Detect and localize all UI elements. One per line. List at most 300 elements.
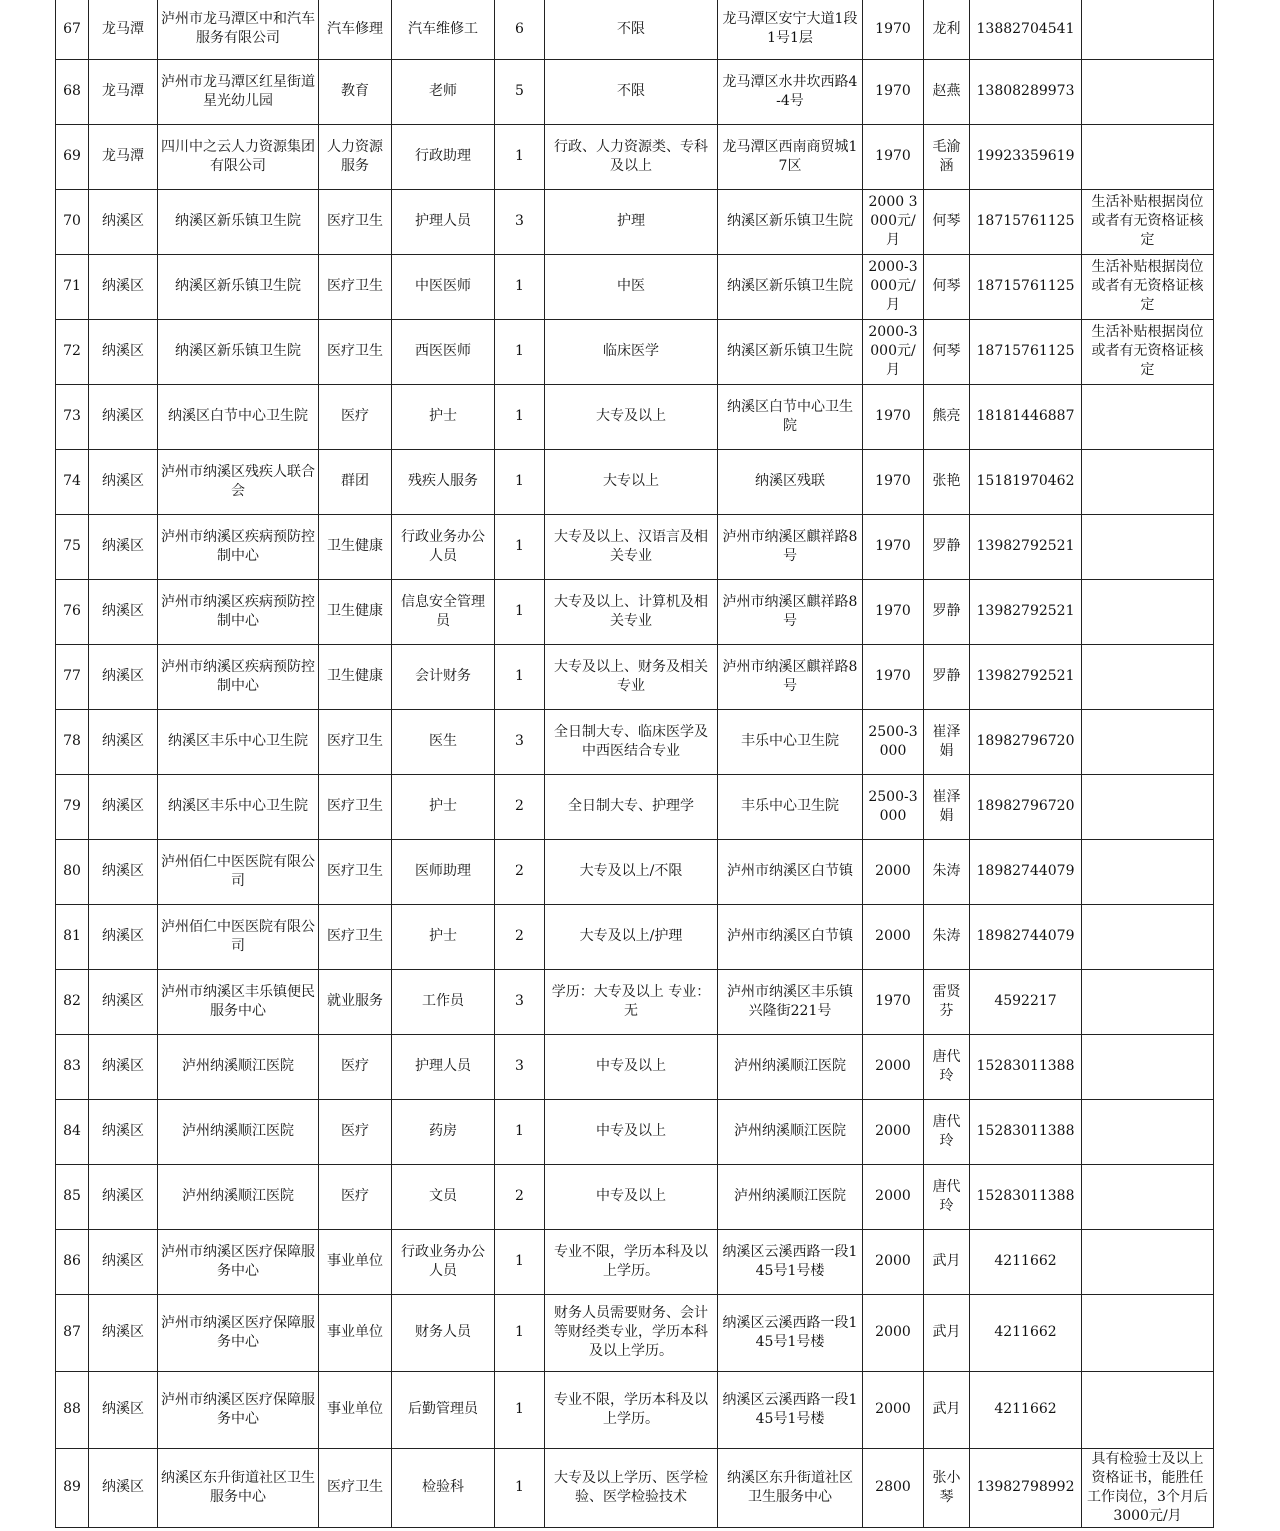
position-cell: 财务人员 — [392, 1294, 495, 1371]
requirement-cell: 行政、人力资源类、专科及以上 — [545, 124, 718, 189]
address-cell: 纳溪区云溪西路一段145号1号楼 — [718, 1294, 863, 1371]
address-cell: 龙马潭区西南商贸城17区 — [718, 124, 863, 189]
address-cell: 纳溪区残联 — [718, 449, 863, 514]
headcount-cell: 2 — [495, 1164, 545, 1229]
salary-cell: 1970 — [863, 124, 924, 189]
table-row — [56, 1034, 1214, 1099]
district-cell: 纳溪区 — [89, 839, 158, 904]
requirement-cell: 中专及以上 — [545, 1099, 718, 1164]
phone-cell: 13982792521 — [970, 514, 1082, 579]
row-number-cell: 71 — [56, 254, 89, 319]
company-cell: 纳溪区新乐镇卫生院 — [158, 319, 319, 384]
phone-cell: 18715761125 — [970, 254, 1082, 319]
row-number-cell: 73 — [56, 384, 89, 449]
phone-cell: 15283011388 — [970, 1034, 1082, 1099]
district-cell: 纳溪区 — [89, 904, 158, 969]
address-cell: 泸州市纳溪区麒祥路8号 — [718, 579, 863, 644]
company-cell: 泸州市纳溪区医疗保障服务中心 — [158, 1229, 319, 1294]
requirement-cell: 大专及以上 — [545, 384, 718, 449]
company-cell: 纳溪区丰乐中心卫生院 — [158, 774, 319, 839]
industry-cell: 事业单位 — [319, 1294, 392, 1371]
district-cell: 纳溪区 — [89, 1448, 158, 1527]
row-number-cell: 89 — [56, 1448, 89, 1527]
requirement-cell: 中专及以上 — [545, 1164, 718, 1229]
industry-cell: 就业服务 — [319, 969, 392, 1034]
table-row — [56, 709, 1214, 774]
industry-cell: 医疗卫生 — [319, 189, 392, 254]
salary-cell: 2000 — [863, 1371, 924, 1448]
salary-cell: 1970 — [863, 644, 924, 709]
district-cell: 纳溪区 — [89, 1099, 158, 1164]
contact-person-cell: 何琴 — [924, 254, 970, 319]
industry-cell: 卫生健康 — [319, 514, 392, 579]
company-cell: 泸州市纳溪区疾病预防控制中心 — [158, 579, 319, 644]
phone-cell: 18181446887 — [970, 384, 1082, 449]
row-number-cell: 69 — [56, 124, 89, 189]
table-row — [56, 1099, 1214, 1164]
position-cell: 检验科 — [392, 1448, 495, 1527]
contact-person-cell: 赵燕 — [924, 59, 970, 124]
remark-cell — [1082, 384, 1214, 449]
remark-cell — [1082, 59, 1214, 124]
remark-cell — [1082, 839, 1214, 904]
phone-cell: 18715761125 — [970, 319, 1082, 384]
salary-cell: 2000 — [863, 1034, 924, 1099]
district-cell: 纳溪区 — [89, 189, 158, 254]
remark-cell: 生活补贴根据岗位或者有无资格证核定 — [1082, 189, 1214, 254]
salary-cell: 2800 — [863, 1448, 924, 1527]
salary-cell: 2000 — [863, 1099, 924, 1164]
district-cell: 纳溪区 — [89, 514, 158, 579]
row-number-cell: 82 — [56, 969, 89, 1034]
requirement-cell: 全日制大专、护理学 — [545, 774, 718, 839]
table-row — [56, 644, 1214, 709]
remark-cell — [1082, 1229, 1214, 1294]
requirement-cell: 大专及以上/不限 — [545, 839, 718, 904]
salary-cell: 1970 — [863, 59, 924, 124]
district-cell: 纳溪区 — [89, 644, 158, 709]
table-row — [56, 124, 1214, 189]
headcount-cell: 1 — [495, 254, 545, 319]
headcount-cell: 6 — [495, 0, 545, 59]
contact-person-cell: 罗静 — [924, 644, 970, 709]
position-cell: 会计财务 — [392, 644, 495, 709]
row-number-cell: 88 — [56, 1371, 89, 1448]
district-cell: 纳溪区 — [89, 449, 158, 514]
address-cell: 龙马潭区安宁大道1段1号1层 — [718, 0, 863, 59]
address-cell: 纳溪区新乐镇卫生院 — [718, 189, 863, 254]
industry-cell: 医疗卫生 — [319, 1448, 392, 1527]
remark-cell — [1082, 1294, 1214, 1371]
remark-cell: 生活补贴根据岗位或者有无资格证核定 — [1082, 319, 1214, 384]
district-cell: 纳溪区 — [89, 579, 158, 644]
address-cell: 龙马潭区水井坎西路4-4号 — [718, 59, 863, 124]
position-cell: 信息安全管理员 — [392, 579, 495, 644]
address-cell: 纳溪区新乐镇卫生院 — [718, 319, 863, 384]
phone-cell: 13982798992 — [970, 1448, 1082, 1527]
requirement-cell: 大专以上 — [545, 449, 718, 514]
industry-cell: 卫生健康 — [319, 644, 392, 709]
address-cell: 泸州纳溪顺江医院 — [718, 1034, 863, 1099]
remark-cell — [1082, 644, 1214, 709]
row-number-cell: 78 — [56, 709, 89, 774]
company-cell: 泸州市纳溪区疾病预防控制中心 — [158, 644, 319, 709]
position-cell: 行政业务办公人员 — [392, 514, 495, 579]
headcount-cell: 1 — [495, 579, 545, 644]
company-cell: 泸州佰仁中医医院有限公司 — [158, 904, 319, 969]
phone-cell: 13882704541 — [970, 0, 1082, 59]
contact-person-cell: 龙利 — [924, 0, 970, 59]
company-cell: 泸州纳溪顺江医院 — [158, 1099, 319, 1164]
industry-cell: 汽车修理 — [319, 0, 392, 59]
table-row — [56, 1294, 1214, 1371]
position-cell: 老师 — [392, 59, 495, 124]
table-row — [56, 579, 1214, 644]
salary-cell: 2000 3000元/月 — [863, 189, 924, 254]
address-cell: 泸州纳溪顺江医院 — [718, 1164, 863, 1229]
requirement-cell: 临床医学 — [545, 319, 718, 384]
industry-cell: 事业单位 — [319, 1229, 392, 1294]
remark-cell — [1082, 1371, 1214, 1448]
requirement-cell: 财务人员需要财务、会计等财经类专业，学历本科及以上学历。 — [545, 1294, 718, 1371]
address-cell: 纳溪区白节中心卫生院 — [718, 384, 863, 449]
company-cell: 纳溪区丰乐中心卫生院 — [158, 709, 319, 774]
company-cell: 泸州纳溪顺江医院 — [158, 1164, 319, 1229]
table-row — [56, 449, 1214, 514]
remark-cell — [1082, 1164, 1214, 1229]
salary-cell: 1970 — [863, 969, 924, 1034]
salary-cell: 1970 — [863, 579, 924, 644]
salary-cell: 2000-3000元/月 — [863, 254, 924, 319]
remark-cell — [1082, 1034, 1214, 1099]
headcount-cell: 1 — [495, 1294, 545, 1371]
headcount-cell: 3 — [495, 189, 545, 254]
salary-cell: 2000-3000元/月 — [863, 319, 924, 384]
district-cell: 纳溪区 — [89, 319, 158, 384]
contact-person-cell: 崔泽娟 — [924, 709, 970, 774]
company-cell: 泸州市纳溪区医疗保障服务中心 — [158, 1294, 319, 1371]
contact-person-cell: 何琴 — [924, 189, 970, 254]
salary-cell: 2000 — [863, 1229, 924, 1294]
district-cell: 纳溪区 — [89, 1229, 158, 1294]
position-cell: 中医医师 — [392, 254, 495, 319]
position-cell: 残疾人服务 — [392, 449, 495, 514]
phone-cell: 15283011388 — [970, 1099, 1082, 1164]
table-row — [56, 969, 1214, 1034]
salary-cell: 1970 — [863, 0, 924, 59]
district-cell: 龙马潭 — [89, 59, 158, 124]
phone-cell: 4211662 — [970, 1294, 1082, 1371]
row-number-cell: 76 — [56, 579, 89, 644]
industry-cell: 医疗卫生 — [319, 839, 392, 904]
phone-cell: 4211662 — [970, 1229, 1082, 1294]
company-cell: 泸州市纳溪区医疗保障服务中心 — [158, 1371, 319, 1448]
row-number-cell: 68 — [56, 59, 89, 124]
company-cell: 泸州市纳溪区丰乐镇便民服务中心 — [158, 969, 319, 1034]
phone-cell: 18982744079 — [970, 839, 1082, 904]
phone-cell: 19923359619 — [970, 124, 1082, 189]
phone-cell: 18982744079 — [970, 904, 1082, 969]
remark-cell — [1082, 514, 1214, 579]
row-number-cell: 87 — [56, 1294, 89, 1371]
contact-person-cell: 唐代玲 — [924, 1034, 970, 1099]
address-cell: 丰乐中心卫生院 — [718, 774, 863, 839]
headcount-cell: 5 — [495, 59, 545, 124]
position-cell: 护士 — [392, 384, 495, 449]
remark-cell — [1082, 579, 1214, 644]
industry-cell: 医疗 — [319, 1034, 392, 1099]
industry-cell: 事业单位 — [319, 1371, 392, 1448]
district-cell: 龙马潭 — [89, 0, 158, 59]
table-row — [56, 1164, 1214, 1229]
row-number-cell: 84 — [56, 1099, 89, 1164]
position-cell: 文员 — [392, 1164, 495, 1229]
table-row — [56, 904, 1214, 969]
district-cell: 龙马潭 — [89, 124, 158, 189]
position-cell: 汽车维修工 — [392, 0, 495, 59]
remark-cell — [1082, 709, 1214, 774]
industry-cell: 医疗卫生 — [319, 774, 392, 839]
row-number-cell: 80 — [56, 839, 89, 904]
table-row — [56, 0, 1214, 59]
phone-cell: 4592217 — [970, 969, 1082, 1034]
industry-cell: 群团 — [319, 449, 392, 514]
position-cell: 后勤管理员 — [392, 1371, 495, 1448]
headcount-cell: 1 — [495, 1371, 545, 1448]
contact-person-cell: 张小琴 — [924, 1448, 970, 1527]
contact-person-cell: 朱涛 — [924, 839, 970, 904]
row-number-cell: 85 — [56, 1164, 89, 1229]
district-cell: 纳溪区 — [89, 1371, 158, 1448]
contact-person-cell: 张艳 — [924, 449, 970, 514]
headcount-cell: 2 — [495, 839, 545, 904]
table-row — [56, 1371, 1214, 1448]
table-row — [56, 319, 1214, 384]
industry-cell: 医疗卫生 — [319, 319, 392, 384]
phone-cell: 15181970462 — [970, 449, 1082, 514]
remark-cell — [1082, 969, 1214, 1034]
phone-cell: 18982796720 — [970, 774, 1082, 839]
address-cell: 纳溪区新乐镇卫生院 — [718, 254, 863, 319]
salary-cell: 1970 — [863, 514, 924, 579]
requirement-cell: 全日制大专、临床医学及中西医结合专业 — [545, 709, 718, 774]
address-cell: 纳溪区云溪西路一段145号1号楼 — [718, 1229, 863, 1294]
requirement-cell: 大专及以上学历、医学检验、医学检验技术 — [545, 1448, 718, 1527]
phone-cell: 18982796720 — [970, 709, 1082, 774]
address-cell: 泸州市纳溪区麒祥路8号 — [718, 644, 863, 709]
requirement-cell: 大专及以上、财务及相关专业 — [545, 644, 718, 709]
row-number-cell: 75 — [56, 514, 89, 579]
row-number-cell: 86 — [56, 1229, 89, 1294]
district-cell: 纳溪区 — [89, 1164, 158, 1229]
position-cell: 西医医师 — [392, 319, 495, 384]
contact-person-cell: 武月 — [924, 1294, 970, 1371]
salary-cell: 2500-3000 — [863, 709, 924, 774]
contact-person-cell: 熊亮 — [924, 384, 970, 449]
position-cell: 工作员 — [392, 969, 495, 1034]
address-cell: 泸州纳溪顺江医院 — [718, 1099, 863, 1164]
company-cell: 泸州市纳溪区疾病预防控制中心 — [158, 514, 319, 579]
headcount-cell: 1 — [495, 1229, 545, 1294]
row-number-cell: 77 — [56, 644, 89, 709]
remark-cell — [1082, 124, 1214, 189]
row-number-cell: 79 — [56, 774, 89, 839]
row-number-cell: 81 — [56, 904, 89, 969]
table-row — [56, 839, 1214, 904]
company-cell: 纳溪区新乐镇卫生院 — [158, 189, 319, 254]
district-cell: 纳溪区 — [89, 1034, 158, 1099]
industry-cell: 医疗 — [319, 1164, 392, 1229]
headcount-cell: 1 — [495, 514, 545, 579]
table-row — [56, 774, 1214, 839]
table-row — [56, 384, 1214, 449]
contact-person-cell: 唐代玲 — [924, 1099, 970, 1164]
phone-cell: 4211662 — [970, 1371, 1082, 1448]
position-cell: 医师助理 — [392, 839, 495, 904]
district-cell: 纳溪区 — [89, 384, 158, 449]
position-cell: 医生 — [392, 709, 495, 774]
salary-cell: 2500-3000 — [863, 774, 924, 839]
district-cell: 纳溪区 — [89, 774, 158, 839]
remark-cell: 具有检验士及以上资格证书，能胜任工作岗位，3个月后3000元/月 — [1082, 1448, 1214, 1527]
remark-cell — [1082, 449, 1214, 514]
headcount-cell: 1 — [495, 124, 545, 189]
industry-cell: 卫生健康 — [319, 579, 392, 644]
address-cell: 泸州市纳溪区白节镇 — [718, 904, 863, 969]
requirement-cell: 中医 — [545, 254, 718, 319]
requirement-cell: 大专及以上/护理 — [545, 904, 718, 969]
address-cell: 泸州市纳溪区麒祥路8号 — [718, 514, 863, 579]
salary-cell: 2000 — [863, 839, 924, 904]
table-row — [56, 1229, 1214, 1294]
headcount-cell: 2 — [495, 774, 545, 839]
company-cell: 泸州市龙马潭区中和汽车服务有限公司 — [158, 0, 319, 59]
phone-cell: 18715761125 — [970, 189, 1082, 254]
headcount-cell: 1 — [495, 319, 545, 384]
headcount-cell: 1 — [495, 384, 545, 449]
remark-cell — [1082, 1099, 1214, 1164]
company-cell: 纳溪区新乐镇卫生院 — [158, 254, 319, 319]
requirement-cell: 专业不限，学历本科及以上学历。 — [545, 1371, 718, 1448]
row-number-cell: 67 — [56, 0, 89, 59]
remark-cell: 生活补贴根据岗位或者有无资格证核定 — [1082, 254, 1214, 319]
salary-cell: 1970 — [863, 384, 924, 449]
address-cell: 泸州市纳溪区白节镇 — [718, 839, 863, 904]
industry-cell: 医疗卫生 — [319, 904, 392, 969]
position-cell: 行政业务办公人员 — [392, 1229, 495, 1294]
salary-cell: 2000 — [863, 904, 924, 969]
position-cell: 护理人员 — [392, 1034, 495, 1099]
company-cell: 纳溪区东升街道社区卫生服务中心 — [158, 1448, 319, 1527]
industry-cell: 医疗卫生 — [319, 254, 392, 319]
industry-cell: 教育 — [319, 59, 392, 124]
headcount-cell: 3 — [495, 969, 545, 1034]
phone-cell: 15283011388 — [970, 1164, 1082, 1229]
headcount-cell: 3 — [495, 1034, 545, 1099]
company-cell: 泸州佰仁中医医院有限公司 — [158, 839, 319, 904]
contact-person-cell: 崔泽娟 — [924, 774, 970, 839]
industry-cell: 人力资源服务 — [319, 124, 392, 189]
row-number-cell: 83 — [56, 1034, 89, 1099]
requirement-cell: 不限 — [545, 59, 718, 124]
contact-person-cell: 朱涛 — [924, 904, 970, 969]
phone-cell: 13808289973 — [970, 59, 1082, 124]
position-cell: 护士 — [392, 774, 495, 839]
headcount-cell: 1 — [495, 449, 545, 514]
contact-person-cell: 武月 — [924, 1371, 970, 1448]
district-cell: 纳溪区 — [89, 254, 158, 319]
table-row — [56, 59, 1214, 124]
contact-person-cell: 何琴 — [924, 319, 970, 384]
row-number-cell: 74 — [56, 449, 89, 514]
remark-cell — [1082, 904, 1214, 969]
contact-person-cell: 罗静 — [924, 514, 970, 579]
company-cell: 泸州纳溪顺江医院 — [158, 1034, 319, 1099]
address-cell: 泸州市纳溪区丰乐镇兴隆街221号 — [718, 969, 863, 1034]
requirement-cell: 学历：大专及以上 专业：无 — [545, 969, 718, 1034]
district-cell: 纳溪区 — [89, 709, 158, 774]
position-cell: 药房 — [392, 1099, 495, 1164]
contact-person-cell: 毛渝涵 — [924, 124, 970, 189]
remark-cell — [1082, 0, 1214, 59]
requirement-cell: 不限 — [545, 0, 718, 59]
address-cell: 纳溪区云溪西路一段145号1号楼 — [718, 1371, 863, 1448]
requirement-cell: 护理 — [545, 189, 718, 254]
remark-cell — [1082, 774, 1214, 839]
requirement-cell: 大专及以上、计算机及相关专业 — [545, 579, 718, 644]
contact-person-cell: 唐代玲 — [924, 1164, 970, 1229]
headcount-cell: 1 — [495, 644, 545, 709]
table-row — [56, 514, 1214, 579]
address-cell: 纳溪区东升街道社区卫生服务中心 — [718, 1448, 863, 1527]
headcount-cell: 1 — [495, 1099, 545, 1164]
position-cell: 护理人员 — [392, 189, 495, 254]
company-cell: 泸州市纳溪区残疾人联合会 — [158, 449, 319, 514]
contact-person-cell: 武月 — [924, 1229, 970, 1294]
row-number-cell: 70 — [56, 189, 89, 254]
district-cell: 纳溪区 — [89, 969, 158, 1034]
company-cell: 泸州市龙马潭区红星街道星光幼儿园 — [158, 59, 319, 124]
job-listing-table — [55, 0, 1214, 1528]
headcount-cell: 1 — [495, 1448, 545, 1527]
position-cell: 行政助理 — [392, 124, 495, 189]
headcount-cell: 2 — [495, 904, 545, 969]
requirement-cell: 中专及以上 — [545, 1034, 718, 1099]
industry-cell: 医疗 — [319, 1099, 392, 1164]
headcount-cell: 3 — [495, 709, 545, 774]
requirement-cell: 大专及以上、汉语言及相关专业 — [545, 514, 718, 579]
row-number-cell: 72 — [56, 319, 89, 384]
company-cell: 四川中之云人力资源集团有限公司 — [158, 124, 319, 189]
phone-cell: 13982792521 — [970, 579, 1082, 644]
table-row — [56, 254, 1214, 319]
contact-person-cell: 罗静 — [924, 579, 970, 644]
address-cell: 丰乐中心卫生院 — [718, 709, 863, 774]
position-cell: 护士 — [392, 904, 495, 969]
contact-person-cell: 雷贤芬 — [924, 969, 970, 1034]
salary-cell: 1970 — [863, 449, 924, 514]
district-cell: 纳溪区 — [89, 1294, 158, 1371]
job-listing-table-container — [55, 0, 1213, 1528]
company-cell: 纳溪区白节中心卫生院 — [158, 384, 319, 449]
phone-cell: 13982792521 — [970, 644, 1082, 709]
salary-cell: 2000 — [863, 1164, 924, 1229]
salary-cell: 2000 — [863, 1294, 924, 1371]
table-row — [56, 1448, 1214, 1527]
industry-cell: 医疗 — [319, 384, 392, 449]
industry-cell: 医疗卫生 — [319, 709, 392, 774]
table-row — [56, 189, 1214, 254]
